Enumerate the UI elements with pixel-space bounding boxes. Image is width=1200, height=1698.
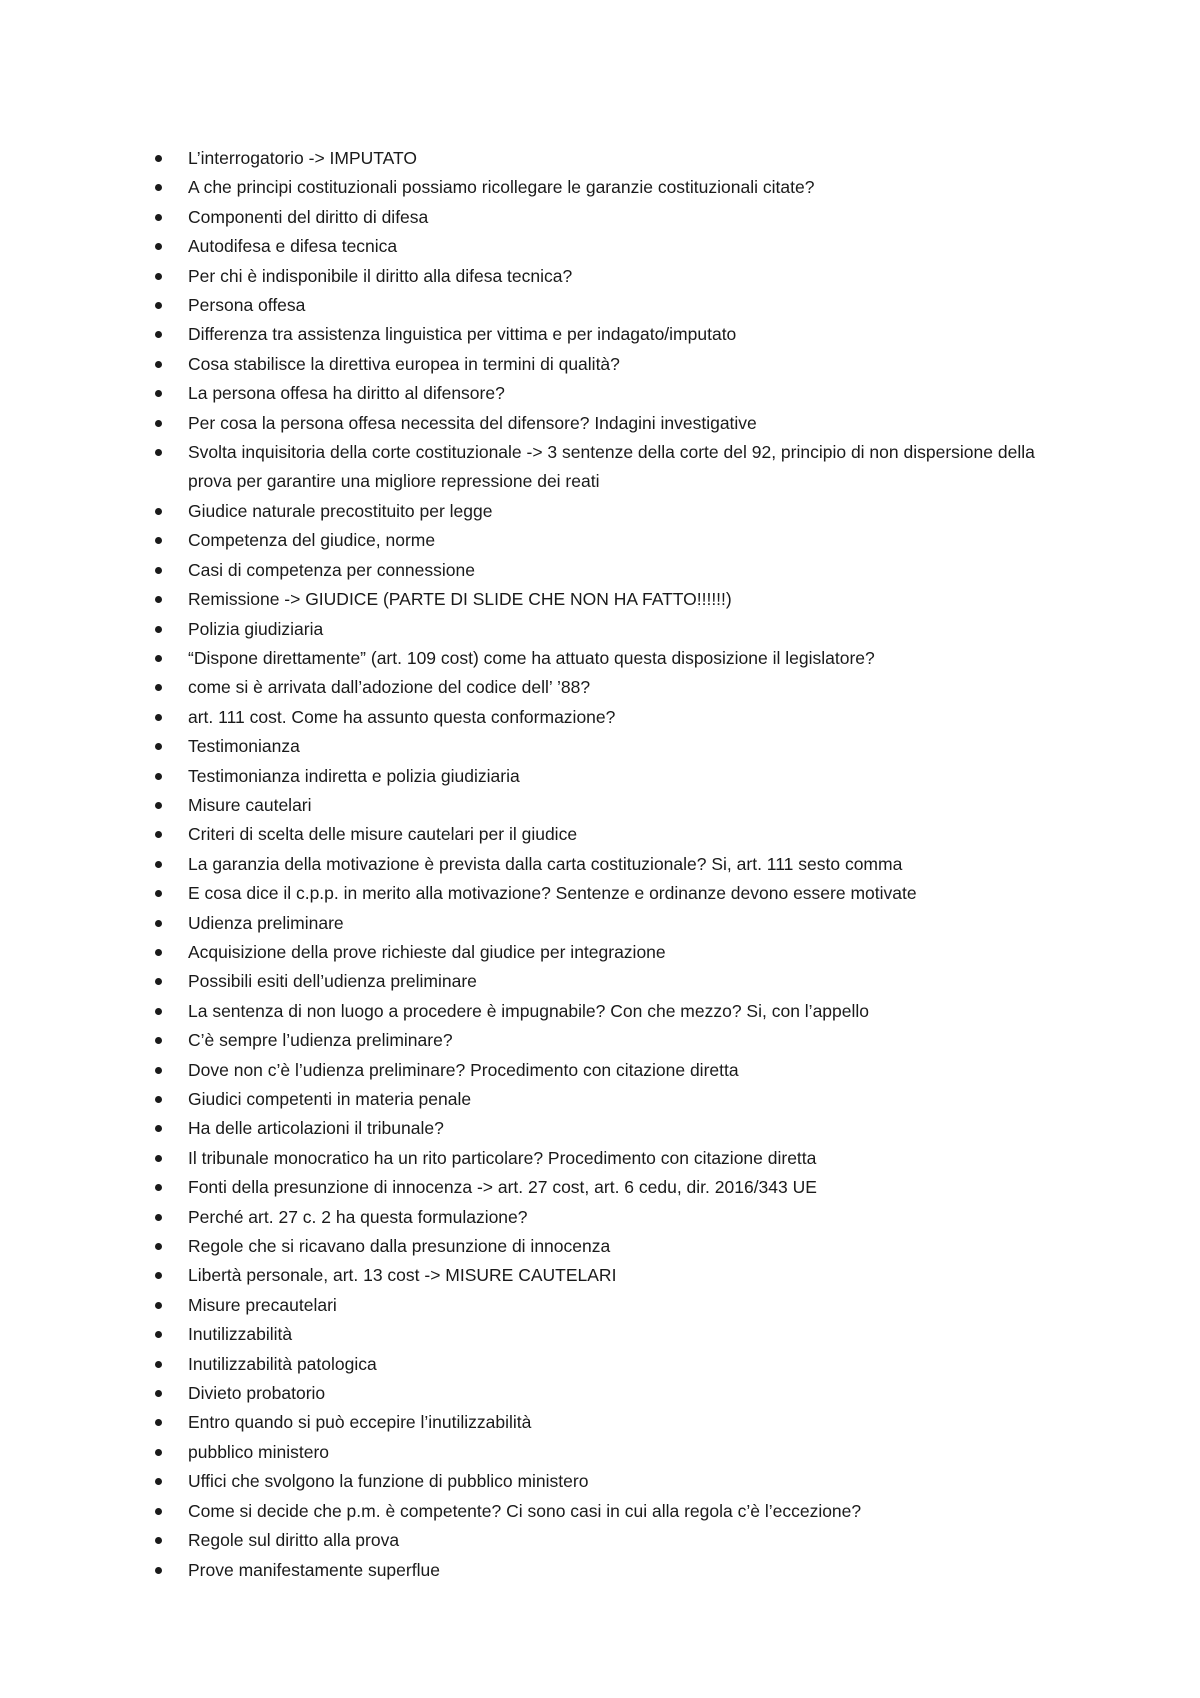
list-item-text: Cosa stabilisce la direttiva europea in termini di qualità?	[188, 353, 620, 374]
list-item-text: A che principi costituzionali possiamo ricollegare le garanzie costituzionali citate?	[188, 177, 815, 198]
list-item-text: Giudici competenti in materia penale	[188, 1089, 472, 1109]
bullet-icon	[155, 1037, 162, 1044]
list-item	[0, 438, 1200, 497]
list-item	[0, 1261, 1200, 1290]
list-item	[0, 1408, 1200, 1437]
bullet-icon	[155, 714, 162, 721]
list-item-text: “Dispone direttamente” (art. 109 cost) come ha attuato questa disposizione il legislatore?	[188, 647, 875, 668]
list-item	[0, 762, 1200, 791]
list-item-text: Competenza del giudice, norme	[188, 530, 436, 551]
list-item-text: Remissione -> GIUDICE (PARTE DI SLIDE CHE NON HA FATTO!!!!!!)	[188, 589, 732, 610]
bullet-icon	[155, 1214, 162, 1221]
bullet-icon	[155, 1331, 162, 1338]
list-item-text: Ha delle articolazioni il tribunale?	[188, 1118, 444, 1139]
bullet-icon	[155, 1125, 162, 1132]
bullet-icon	[155, 831, 162, 838]
bullet-icon	[155, 390, 162, 397]
list-item-text: Entro quando si può eccepire l’inutilizzabilità	[188, 1412, 532, 1433]
list-item	[0, 1320, 1200, 1349]
list-item-text: Udienza preliminare	[188, 912, 344, 933]
list-item	[0, 320, 1200, 349]
list-item-text: Inutilizzabilità patologica	[188, 1353, 377, 1374]
list-item-text: Libertà personale, art. 13 cost -> MISURE CAUTELARI	[188, 1265, 617, 1286]
list-item	[0, 1056, 1200, 1085]
bullet-icon	[155, 449, 162, 456]
list-item-text: Perché art. 27 c. 2 ha questa formulazione?	[188, 1206, 528, 1227]
bullet-icon	[155, 361, 162, 368]
list-item-text: Come si decide che p.m. è competente? Ci sono casi in cui alla regola c’è l’eccezione?	[188, 1500, 862, 1521]
list-item	[0, 967, 1200, 996]
list-item-text: Regole sul diritto alla prova	[188, 1530, 400, 1551]
list-item	[0, 673, 1200, 702]
list-item	[0, 850, 1200, 879]
bullet-icon	[155, 1155, 162, 1162]
list-item-text: Prove manifestamente superflue	[188, 1559, 440, 1580]
list-item	[0, 262, 1200, 291]
list-item-text: Svolta inquisitoria della corte costituzionale -> 3 sentenze della corte del 92, principio di non dispersione della prova per garantire una migliore repressione dei reati	[188, 442, 1035, 492]
list-item-text: Testimonianza	[188, 736, 300, 757]
bullet-icon	[155, 802, 162, 809]
bullet-icon	[155, 1243, 162, 1250]
bullet-icon	[155, 773, 162, 780]
bullet-icon	[155, 1361, 162, 1368]
bullet-icon	[155, 243, 162, 250]
bullet-icon	[155, 420, 162, 427]
bullet-icon	[155, 949, 162, 956]
bullet-icon	[155, 508, 162, 515]
bullet-icon	[155, 1537, 162, 1544]
list-item-text: Il tribunale monocratico ha un rito particolare? Procedimento con citazione diretta	[188, 1147, 817, 1168]
bullet-icon	[155, 273, 162, 280]
list-item	[0, 1556, 1200, 1585]
list-item	[0, 1438, 1200, 1467]
list-item-text: E cosa dice il c.p.p. in merito alla motivazione? Sentenze e ordinanze devono essere motivate	[188, 883, 917, 904]
bullet-icon	[155, 1184, 162, 1191]
bullet-icon	[155, 1478, 162, 1485]
bullet-icon	[155, 978, 162, 985]
list-item-text: L’interrogatorio -> IMPUTATO	[188, 148, 418, 168]
bullet-icon	[155, 684, 162, 691]
list-item-text: Testimonianza indiretta e polizia giudiziaria	[188, 765, 520, 786]
bullet-icon	[155, 626, 162, 633]
list-item-text: art. 111 cost. Come ha assunto questa conformazione?	[188, 706, 616, 727]
list-item-text: Dove non c’è l’udienza preliminare? Procedimento con citazione diretta	[188, 1059, 739, 1080]
bullet-icon	[155, 1272, 162, 1279]
list-item	[0, 350, 1200, 379]
bullet-icon	[155, 1449, 162, 1456]
list-item-text: Differenza tra assistenza linguistica per vittima e per indagato/imputato	[188, 324, 737, 345]
bullet-icon	[155, 920, 162, 927]
list-item-text: Per chi è indisponibile il diritto alla difesa tecnica?	[188, 265, 573, 286]
bullet-icon	[155, 567, 162, 574]
bullet-icon	[155, 1067, 162, 1074]
list-item	[0, 1497, 1200, 1526]
list-item	[0, 497, 1200, 526]
list-item-text: Divieto probatorio	[188, 1383, 326, 1404]
list-item-text: La persona offesa ha diritto al difensore?	[188, 383, 505, 404]
bullet-icon	[155, 302, 162, 309]
list-item	[0, 938, 1200, 967]
list-item-text: Componenti del diritto di difesa	[188, 206, 429, 227]
list-item	[0, 820, 1200, 849]
list-item-text: Fonti della presunzione di innocenza -> art. 27 cost, art. 6 cedu, dir. 2016/343 UE	[188, 1177, 817, 1198]
list-item	[0, 232, 1200, 261]
bullet-icon	[155, 1390, 162, 1397]
list-item-text: Criteri di scelta delle misure cautelari per il giudice	[188, 824, 578, 845]
list-item	[0, 732, 1200, 761]
list-item-text: Misure precautelari	[188, 1294, 337, 1315]
list-item	[0, 556, 1200, 585]
list-item-text: Uffici che svolgono la funzione di pubblico ministero	[188, 1471, 589, 1492]
list-item-text: Persona offesa	[188, 295, 306, 316]
list-item	[0, 1291, 1200, 1320]
list-item	[0, 1379, 1200, 1408]
list-item	[0, 703, 1200, 732]
list-item-text: C’è sempre l’udienza preliminare?	[188, 1030, 453, 1051]
list-item-text: pubblico ministero	[188, 1441, 330, 1462]
list-item-text: La sentenza di non luogo a procedere è impugnabile? Con che mezzo? Si, con l’appello	[188, 1000, 870, 1021]
bullet-icon	[155, 155, 162, 162]
list-item-text: Regole che si ricavano dalla presunzione di innocenza	[188, 1236, 611, 1257]
list-item	[0, 1350, 1200, 1379]
list-item-text: Misure cautelari	[188, 794, 312, 815]
list-item-text: Casi di competenza per connessione	[188, 559, 475, 580]
list-item	[0, 1203, 1200, 1232]
list-item	[0, 291, 1200, 320]
bullet-icon	[155, 743, 162, 750]
bullet-icon	[155, 1567, 162, 1574]
list-item	[0, 997, 1200, 1026]
bullet-icon	[155, 1419, 162, 1426]
list-item-text: La garanzia della motivazione è prevista dalla carta costituzionale? Si, art. 111 sesto comma	[188, 853, 903, 874]
list-item	[0, 791, 1200, 820]
list-item-text: Polizia giudiziaria	[188, 618, 324, 639]
list-item	[0, 909, 1200, 938]
list-item	[0, 615, 1200, 644]
list-item	[0, 644, 1200, 673]
bullet-icon	[155, 214, 162, 221]
bullet-icon	[155, 1008, 162, 1015]
list-item	[0, 379, 1200, 408]
list-item	[0, 879, 1200, 908]
list-item	[0, 1526, 1200, 1555]
list-item	[0, 409, 1200, 438]
list-item	[0, 1467, 1200, 1496]
bullet-icon	[155, 890, 162, 897]
list-item	[0, 1144, 1200, 1173]
bullet-icon	[155, 184, 162, 191]
list-item	[0, 144, 1200, 173]
list-item-text: Giudice naturale precostituito per legge	[188, 500, 493, 521]
list-item	[0, 203, 1200, 232]
list-item-text: Per cosa la persona offesa necessita del difensore? Indagini investigative	[188, 412, 757, 433]
list-item	[0, 1085, 1200, 1114]
list-item	[0, 1026, 1200, 1055]
bullet-icon	[155, 1302, 162, 1309]
list-item	[0, 585, 1200, 614]
list-item	[0, 1232, 1200, 1261]
list-item	[0, 1114, 1200, 1143]
list-item-text: Possibili esiti dell’udienza preliminare	[188, 971, 477, 992]
list-item	[0, 1173, 1200, 1202]
list-item-text: Inutilizzabilità	[188, 1324, 293, 1345]
bullet-icon	[155, 596, 162, 603]
list-item-text: Autodifesa e difesa tecnica	[188, 236, 398, 257]
bullet-icon	[155, 1508, 162, 1515]
question-list	[0, 144, 1200, 1585]
bullet-icon	[155, 861, 162, 868]
list-item-text: Acquisizione della prove richieste dal giudice per integrazione	[188, 941, 666, 962]
list-item-text: come si è arrivata dall’adozione del codice dell’ ’88?	[188, 677, 591, 698]
bullet-icon	[155, 655, 162, 662]
bullet-icon	[155, 1096, 162, 1103]
bullet-icon	[155, 331, 162, 338]
list-item	[0, 526, 1200, 555]
bullet-icon	[155, 537, 162, 544]
list-item	[0, 173, 1200, 202]
